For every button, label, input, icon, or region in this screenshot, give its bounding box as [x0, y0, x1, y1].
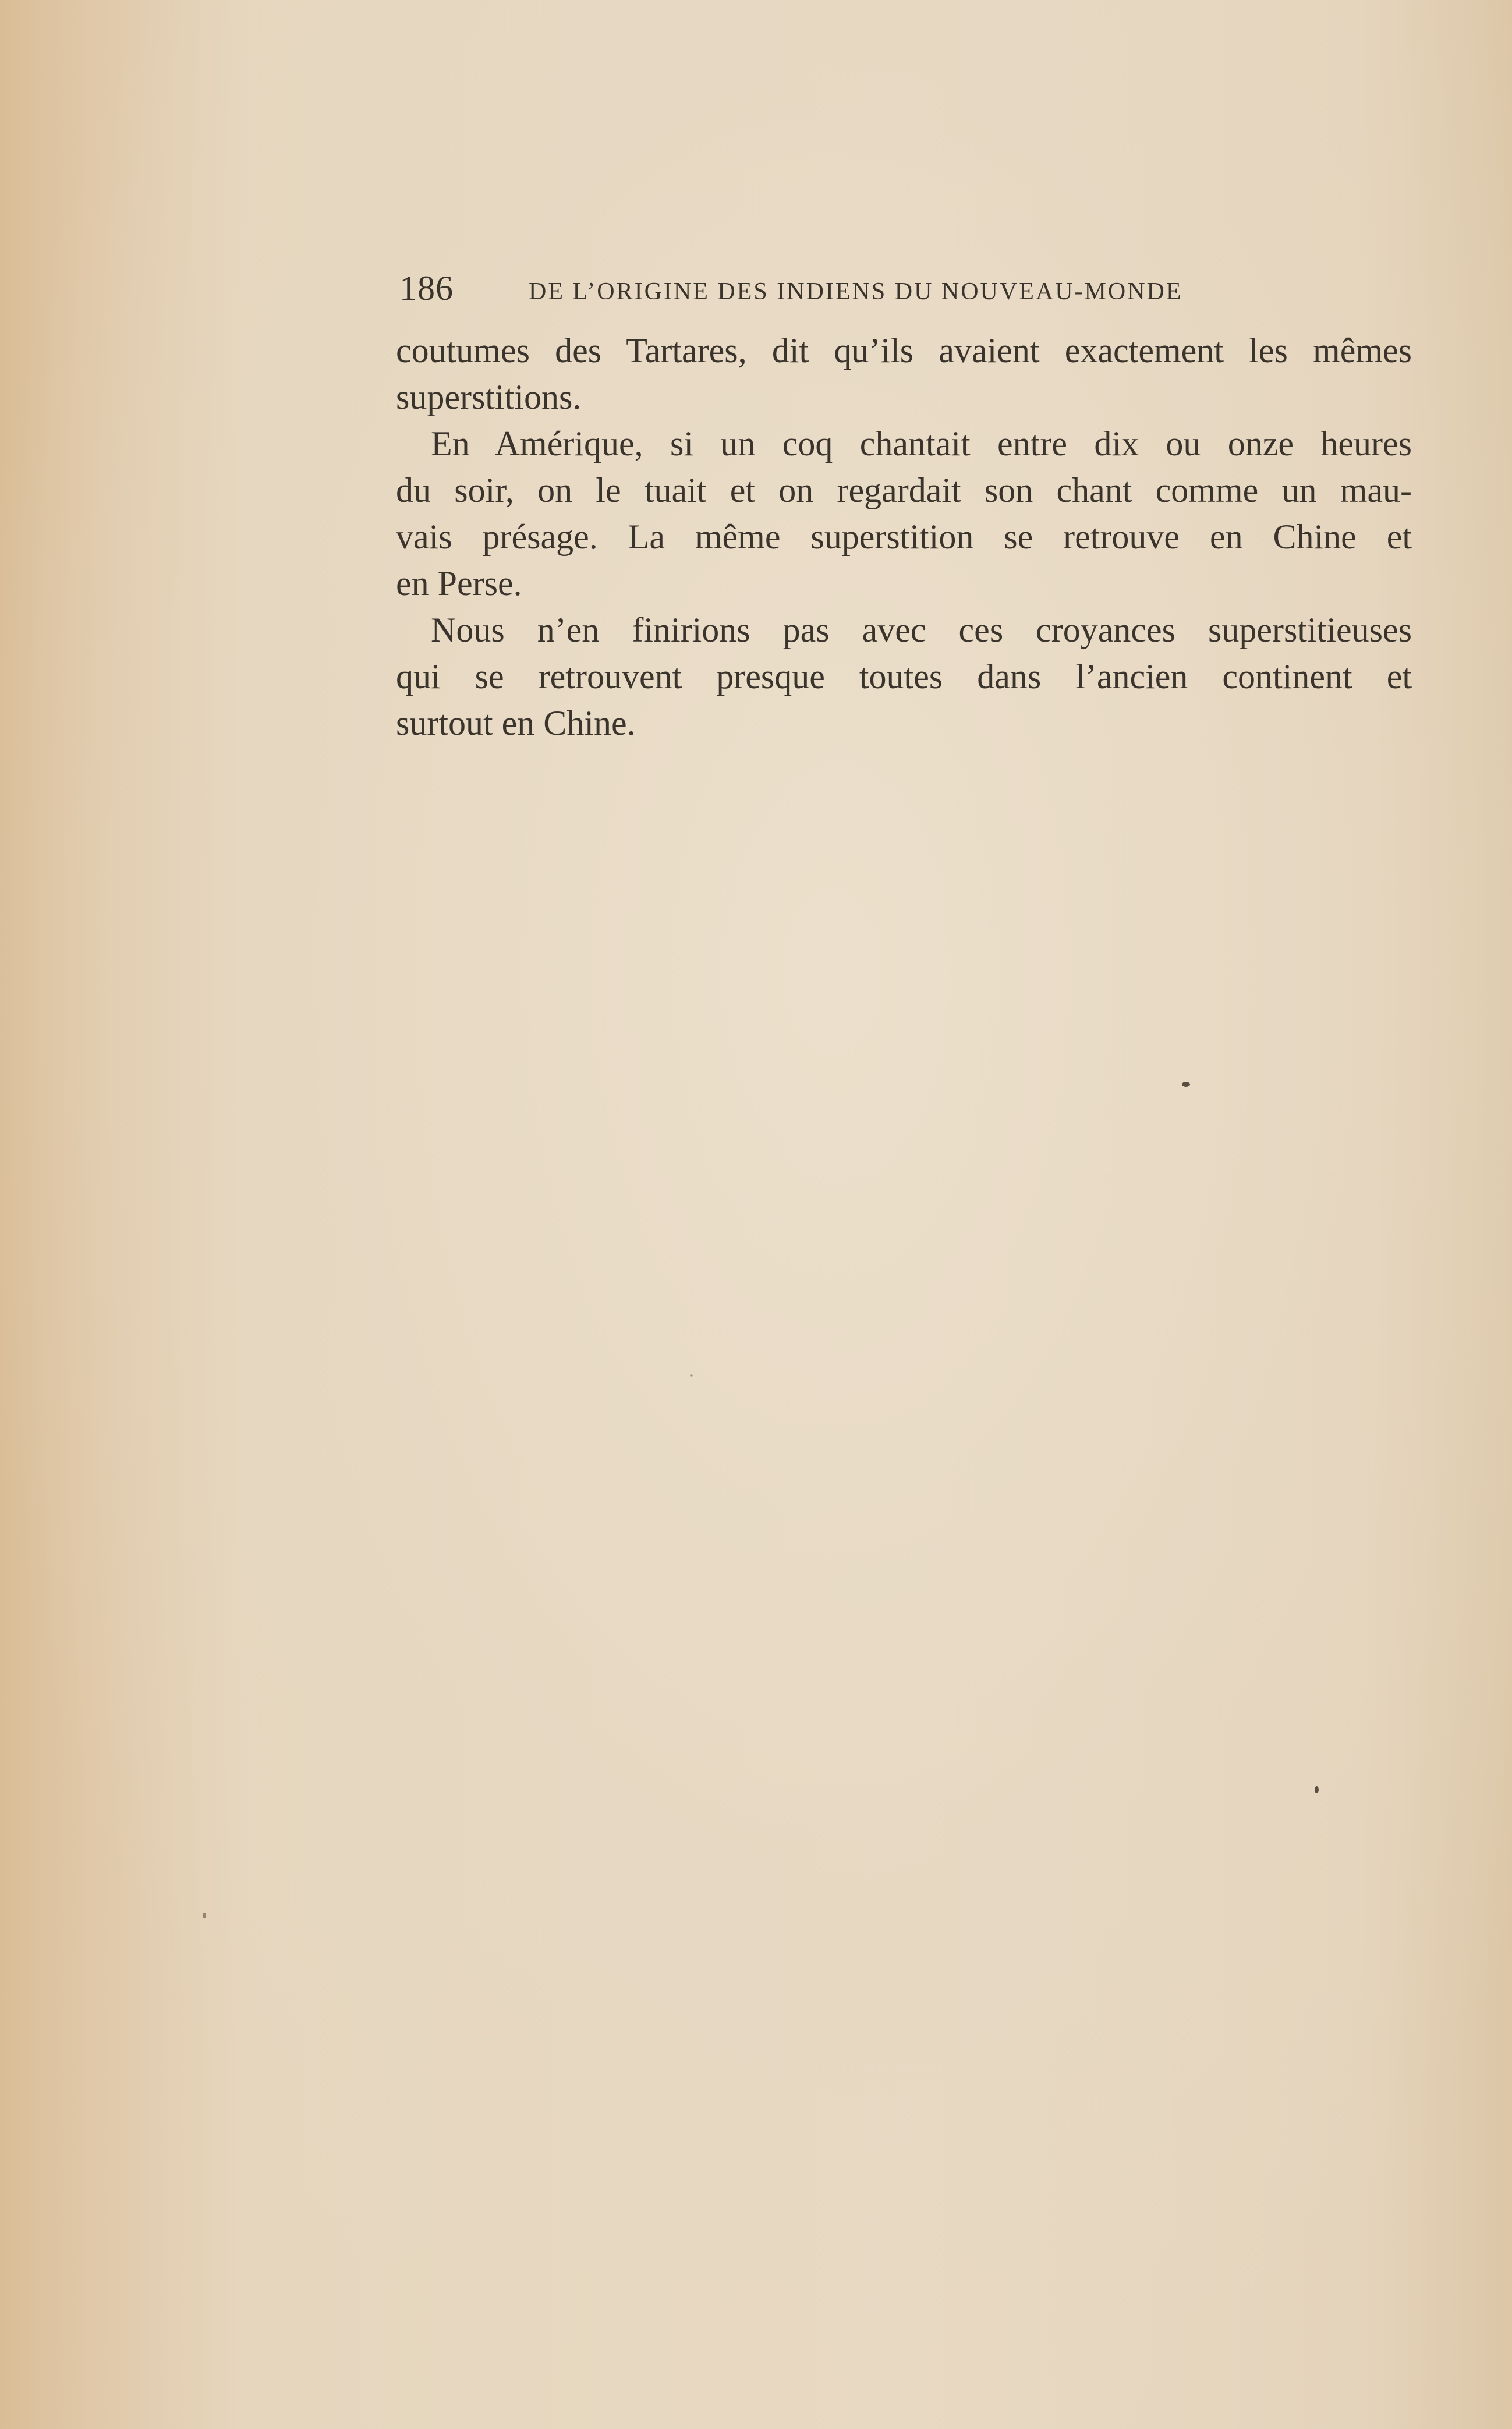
text-line: en Perse.: [396, 564, 522, 603]
text-line: En Amérique, si un coq chantait entre dix ou onze heures: [431, 424, 1412, 463]
text-line: du soir, on le tuait et on regardait son chant comme un mau-: [396, 471, 1412, 509]
paragraph: [396, 327, 1412, 420]
paper-speck: [690, 1374, 693, 1377]
running-header: [399, 265, 1273, 311]
text-line: vais présage. La même superstition se retrouve en Chine et: [396, 518, 1412, 556]
paper-speck: [1182, 1082, 1190, 1087]
paragraph: [396, 420, 1412, 607]
text-line: surtout en Chine.: [396, 704, 636, 742]
running-title: DE L’ORIGINE DES INDIENS DU NOUVEAU-MONDE: [529, 278, 1183, 305]
text-line: superstitions.: [396, 378, 582, 416]
page-number: 186: [399, 269, 454, 307]
text-line: Nous n’en finirions pas avec ces croyances superstitieuses: [431, 611, 1412, 649]
paper-speck: [203, 1913, 206, 1918]
paragraph: [396, 607, 1412, 746]
text-line: coutumes des Tartares, dit qu’ils avaient exactement les mêmes: [396, 331, 1412, 370]
text-line: qui se retrouvent presque toutes dans l’ancien continent et: [396, 657, 1412, 696]
paper-speck: [1315, 1786, 1319, 1793]
body-text: [396, 327, 1412, 746]
